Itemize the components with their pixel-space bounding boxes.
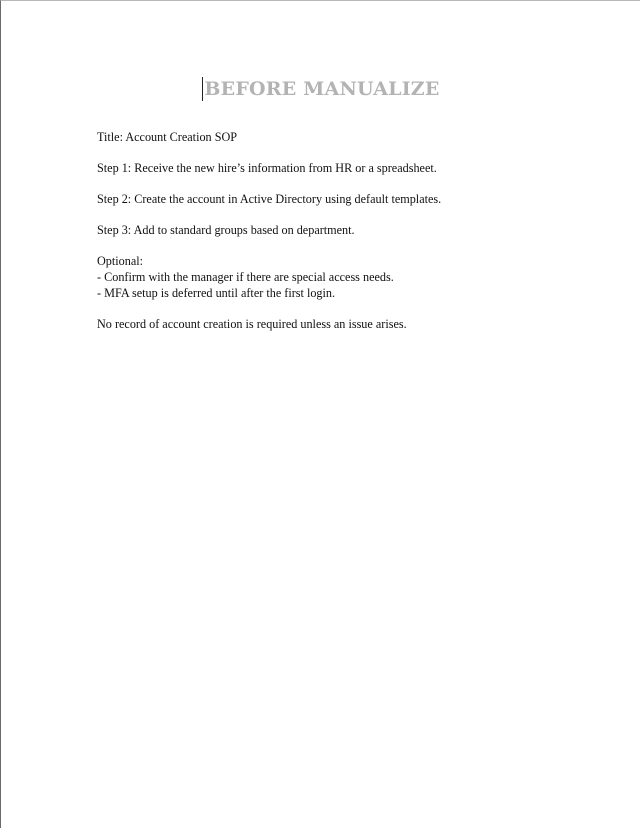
step-1: Step 1: Receive the new hire’s information from HR or a spreadsheet. <box>97 161 437 175</box>
document-heading[interactable] <box>202 77 439 101</box>
paragraph-spacer <box>97 301 617 316</box>
optional-item: - Confirm with the manager if there are special access needs. <box>97 270 394 284</box>
optional-label: Optional: <box>97 254 144 268</box>
paragraph-spacer <box>97 176 617 191</box>
paragraph-spacer <box>97 145 617 160</box>
optional-item: - MFA setup is deferred until after the first login. <box>97 286 336 300</box>
heading-container <box>1 77 640 101</box>
paragraph-spacer <box>97 238 617 253</box>
title-line: Title: Account Creation SOP <box>97 130 238 144</box>
step-3: Step 3: Add to standard groups based on department. <box>97 223 355 237</box>
heading-text: BEFORE MANUALIZE <box>204 78 440 100</box>
paragraph-spacer <box>97 207 617 222</box>
document-body[interactable] <box>97 129 617 332</box>
step-2: Step 2: Create the account in Active Directory using default templates. <box>97 192 442 206</box>
closing-note: No record of account creation is required unless an issue arises. <box>97 317 407 331</box>
text-cursor <box>202 77 203 101</box>
